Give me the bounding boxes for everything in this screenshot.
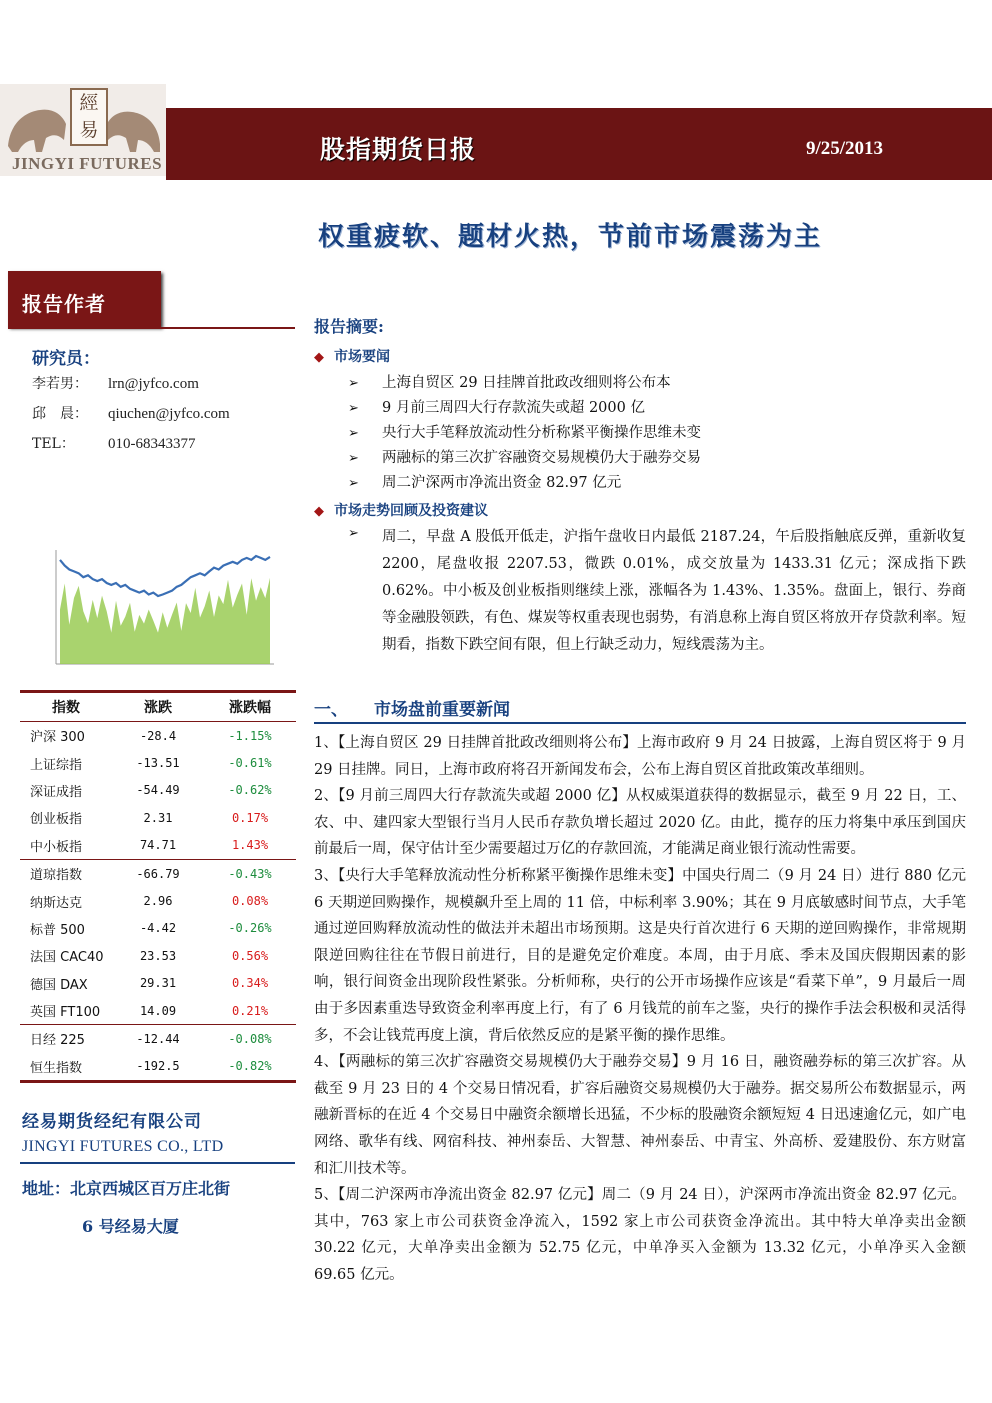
index-name: 道琼指数	[20, 859, 112, 887]
column-header: 指数	[20, 692, 112, 722]
index-name: 纳斯达克	[30, 895, 83, 911]
headline: 权重疲软、题材火热，节前市场震荡为主	[318, 222, 823, 252]
list-item	[348, 371, 671, 392]
review-text: 周二，早盘 A 股低开低走，沪指午盘收日内最低 2187.24，午后股指触底反弹，重新收复 2200，尾盘收报 2207.53，微跌 0.01%，成交放量为 1433.31 亿元；深成指下跌 0.62%。中小板及创业板指则继续上涨，涨幅各为 1.43%、1.35%。盘面上，银行、券商等金融股领跌，有色、煤炭等权重表现也弱势，有消息称上海自贸区将放开存贷款利率。短期看，指数下跌空间有限，但上行缺乏动力，短线震荡为主。	[382, 529, 966, 653]
table-header-row	[20, 692, 296, 722]
index-name: 恒生指数	[20, 1053, 112, 1082]
arrow-down-icon: ◆	[314, 504, 324, 519]
index-change: -54.49	[136, 783, 180, 798]
divider	[20, 1162, 295, 1164]
index-change-pct: -0.26%	[228, 921, 272, 936]
list-item-text: 上海自贸区 29 日挂牌首批政改细则将公布本	[382, 375, 671, 391]
logo-seal-bottom: 易	[79, 119, 99, 141]
arrow-right-icon: ➢	[348, 376, 359, 391]
index-name: 中小板指	[30, 839, 83, 855]
list-item-text: 央行大手笔释放流动性分析称紧平衡操作思维未变	[382, 425, 701, 441]
index-change: 2.96	[143, 894, 173, 909]
table-row	[20, 970, 296, 997]
news-item: 3、【央行大手笔释放流动性分析称紧平衡操作思维未变】中国央行周二（9 月 24 日）进行 880 亿元 6 天期逆回购操作，规模飙升至上周的 11 倍，中标利率 3.90%；其在 9 月底敏感时间节点，大手笔通过逆回购释放流动性的做法并未超出市场预期。这是央行首次进行 6 天期的逆回购操作，非常规期限逆回购往往在节假日前进行，目的是避免定价难度。本周，由于月底、季末及国庆假期因素的影响，银行间资金出现阶段性紧张。分析师称，央行的公开市场操作应该是“看菜下单”，9 月最后一周由于多因素重迭导致资金利率再度上行，有了 6 月钱荒的前车之鉴，央行的操作手法会积极和灵活得多，不会让钱荒再度上演，背后依然反应的是紧平衡的操作思维。	[314, 867, 967, 1044]
table-row	[20, 915, 296, 942]
table-row	[20, 722, 296, 750]
intraday-chart-svg	[30, 540, 276, 668]
news-item: 1、【上海自贸区 29 日挂牌首批政改细则将公布】上海市政府 9 月 24 日披露，上海自贸区将于 9 月 29 日挂牌。同日，上海市政府将召开新闻发布会，公布上海自贸区首批政策改革细则。	[314, 735, 966, 778]
news-item: 2、【9 月前三周四大行存款流失或超 2000 亿】从权威渠道获得的数据显示，截至 9 月 22 日，工、农、中、建四家大型银行当月人民币存款负增长超过 2020 亿。由此，揽存的压力将集中承压到国庆前最后一周，保守估计至少需要超过万亿的存款回流，才能满足商业银行流动性需要。	[314, 788, 966, 858]
index-name: 标普 500	[30, 922, 85, 938]
index-change: 29.31	[139, 976, 177, 991]
company-name-en: JINGYI FUTURES CO., LTD	[22, 1138, 224, 1155]
arrow-right-icon: ➢	[348, 401, 359, 416]
index-change-pct: 0.34%	[231, 976, 269, 991]
table-row	[20, 1053, 296, 1082]
index-change-pct: -0.43%	[204, 859, 296, 887]
index-change: -28.4	[139, 728, 177, 743]
index-change-pct: -0.08%	[204, 1025, 296, 1053]
summary-label: 报告摘要:	[314, 317, 384, 336]
list-item-text: 9 月前三周四大行存款流失或超 2000 亿	[382, 400, 645, 416]
index-change-pct: -0.61%	[228, 756, 272, 771]
author-contact: qiuchen@jyfco.com	[108, 406, 230, 422]
index-change: -4.42	[139, 921, 177, 936]
company-address: 地址：北京西城区百万庄北街	[22, 1179, 231, 1198]
report-date: 9/25/2013	[806, 138, 884, 159]
author-name: TEL：	[32, 436, 75, 452]
news-item: 5、【周二沪深两市净流出资金 82.97 亿元】周二（9 月 24 日），沪深两市净流出资金 82.97 亿元。其中，763 家上市公司获资金净流入，1592 家上市公司获资金净流出。其中特大单净卖出金额 30.22 亿元，大单净卖出金额为 52.75 亿元，中单净买入金额为 13.32 亿元，小单净买入金额 69.65 亿元。	[314, 1187, 966, 1283]
list-item	[348, 396, 645, 417]
index-name: 创业板指	[30, 812, 83, 828]
table-row	[20, 804, 296, 831]
divider	[8, 327, 295, 329]
index-name: 英国 FT100	[30, 1005, 101, 1021]
index-change-pct: 0.56%	[231, 948, 269, 963]
author-contact: 010-68343377	[108, 436, 196, 452]
index-change: 2.31	[143, 810, 173, 825]
table-row	[20, 887, 296, 914]
index-name: 深证成指	[30, 784, 83, 800]
index-change-pct: -0.62%	[228, 783, 272, 798]
table-row	[20, 1025, 296, 1053]
researcher-label: 研究员：	[32, 349, 100, 369]
table-row	[20, 777, 296, 804]
list-item	[348, 471, 621, 492]
arrow-right-icon: ➢	[348, 426, 359, 441]
index-change: 14.09	[139, 1003, 177, 1018]
chart-series-line	[60, 556, 270, 596]
index-name: 沪深 300	[30, 730, 85, 746]
index-change-pct: -1.15%	[228, 728, 272, 743]
news-item: 4、【两融标的第三次扩容融资交易规模仍大于融券交易】9 月 16 日，融资融券标的第三次扩容。从截至 9 月 23 日的 4 个交易日情况看，扩容后融资交易规模仍大于融券。据交易所公布数据显示，两融新晋标的在近 4 个交易日中融资余额增长迅猛，不少标的股融资余额短短 4 日迅速逾亿元，如广电网络、歌华有线、网宿科技、神州泰岳、大智慧、神州泰岳、中青宝、外高桥、爱建股份、东方财富和汇川技术等。	[314, 1054, 966, 1177]
index-change-pct: 0.17%	[231, 810, 269, 825]
arrow-right-icon: ➢	[348, 526, 359, 541]
column-header: 涨跌幅	[204, 692, 296, 722]
intraday-chart	[30, 540, 276, 668]
list-item-text: 周二沪深两市净流出资金 82.97 亿元	[382, 475, 622, 491]
company-address: 6 号经易大厦	[82, 1217, 179, 1236]
index-name: 德国 DAX	[30, 977, 88, 993]
review-heading	[314, 500, 488, 520]
index-name: 上证综指	[30, 757, 83, 773]
table-row	[20, 942, 296, 969]
company-name-cn: 经易期货经纪有限公司	[22, 1112, 202, 1132]
table-row	[20, 749, 296, 776]
section-number: 一、	[314, 700, 348, 720]
review-title: 市场走势回顾及投资建议	[334, 503, 488, 519]
logo-seal	[70, 88, 108, 146]
chart-area-fill	[60, 578, 270, 664]
market-news-heading	[314, 346, 390, 366]
index-name: 法国 CAC40	[30, 950, 104, 966]
index-change-pct: 0.21%	[231, 1003, 269, 1018]
index-name: 日经 225	[20, 1025, 112, 1053]
author-section-title: 报告作者	[22, 292, 106, 316]
arrow-down-icon: ◆	[314, 350, 324, 365]
index-change-pct: 0.08%	[231, 894, 269, 909]
author-name: 李若男：	[32, 376, 88, 392]
index-table	[20, 690, 296, 1083]
author-name: 邱 晨：	[32, 406, 88, 422]
table-row	[20, 832, 296, 860]
index-change: 23.53	[139, 948, 177, 963]
author-line	[32, 433, 196, 453]
index-change: -66.79	[112, 859, 204, 887]
index-change: -192.5	[112, 1053, 204, 1082]
index-change: 74.71	[139, 838, 177, 853]
news-list	[314, 730, 966, 1288]
list-item-text: 两融标的第三次扩容融资交易规模仍大于融券交易	[382, 450, 701, 466]
list-item	[348, 421, 701, 442]
logo-letters: JINGYI FUTURES	[12, 154, 163, 173]
table-row	[20, 859, 296, 887]
report-title: 股指期货日报	[320, 135, 477, 164]
index-change-pct: 1.43%	[231, 838, 269, 853]
list-item	[348, 446, 701, 467]
arrow-right-icon: ➢	[348, 476, 359, 491]
index-change: -13.51	[136, 756, 180, 771]
arrow-right-icon: ➢	[348, 451, 359, 466]
author-line	[32, 373, 199, 393]
index-change-pct: -0.82%	[204, 1053, 296, 1082]
table-row	[20, 997, 296, 1025]
divider	[314, 722, 966, 724]
column-header: 涨跌	[112, 692, 204, 722]
author-line	[32, 403, 230, 423]
market-news-title: 市场要闻	[334, 349, 390, 365]
author-contact: lrn@jyfco.com	[108, 376, 199, 392]
logo-seal-top: 經	[79, 92, 99, 114]
section-title: 市场盘前重要新闻	[374, 700, 510, 720]
index-change: -12.44	[112, 1025, 204, 1053]
